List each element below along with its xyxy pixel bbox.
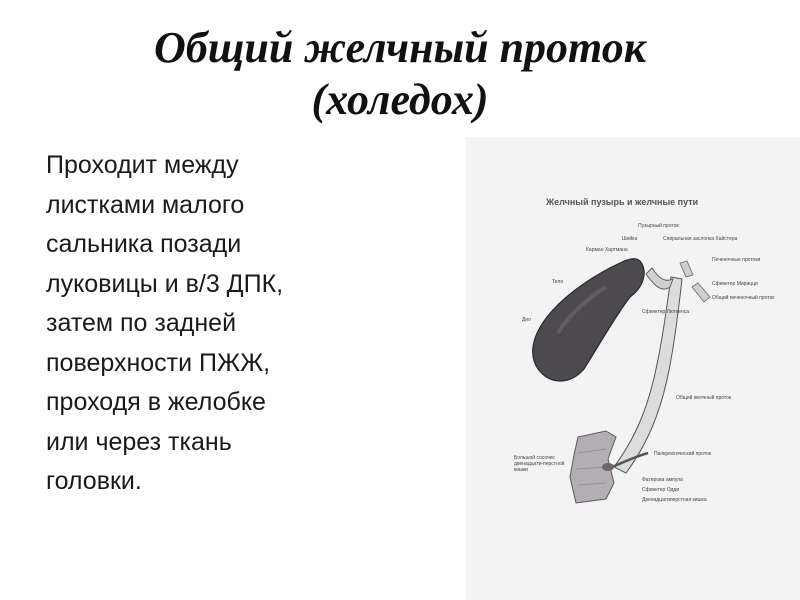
body-line: листками малого bbox=[46, 190, 245, 219]
body-line: Проходит между bbox=[46, 151, 239, 179]
body-line: луковицы и в/3 ДПК, bbox=[46, 269, 284, 298]
label-hepatic-ducts: Печеночные протоки bbox=[712, 257, 761, 263]
label-major-papilla: Большой сосочек двенадцати-перстной кишки bbox=[514, 455, 565, 473]
title-line-2: (холедох) bbox=[311, 75, 489, 124]
label-common-hepatic-duct: Общий печеночный проток bbox=[712, 295, 775, 301]
label-spiral-valve: Спиральная заслонка Хайстера bbox=[663, 236, 738, 242]
label-mirizzi-sphincter: Сфинктер Мирицци bbox=[712, 281, 758, 287]
label-common-bile-duct: Общий желчный проток bbox=[676, 395, 732, 401]
label-cystic-duct: Пузырный проток bbox=[638, 223, 679, 229]
common-bile-duct-shape bbox=[614, 277, 682, 473]
label-body: Тело bbox=[552, 279, 564, 285]
body-line: затем по задней bbox=[46, 309, 237, 337]
label-duodenum: Двенадцатиперстная кишка bbox=[642, 497, 707, 503]
body-line: поверхности ПЖЖ, bbox=[46, 348, 271, 377]
cystic-duct-shape bbox=[646, 268, 673, 289]
label-vater-ampulla: Фатерова ампула bbox=[642, 477, 683, 483]
label-neck: Шейка bbox=[622, 236, 638, 242]
body-line: или через ткань bbox=[46, 427, 232, 456]
body-line: сальника позади bbox=[46, 230, 242, 258]
body-text bbox=[46, 146, 376, 502]
slide-title bbox=[0, 22, 800, 126]
body-line: головки. bbox=[46, 467, 142, 495]
title-line-1: Общий желчный проток bbox=[153, 23, 646, 72]
label-oddi-sphincter: Сфинктер Одди bbox=[642, 487, 680, 493]
figure-title: Желчный пузырь и желчные пути bbox=[546, 197, 699, 207]
hepatic-duct-shape bbox=[692, 283, 710, 302]
hepatic-duct-shape bbox=[680, 261, 693, 277]
label-hartmann-pouch: Карман Хартмана bbox=[586, 247, 628, 253]
papilla-shape bbox=[602, 463, 614, 471]
gallbladder-shape bbox=[533, 259, 644, 381]
body-line: проходя в желобке bbox=[46, 388, 266, 416]
label-fundus: Дно bbox=[522, 317, 531, 323]
label-lutkens-sphincter: Сфинктер Люткенса bbox=[642, 309, 689, 315]
anatomy-figure bbox=[466, 137, 800, 600]
label-pancreatic-duct: Панкреатический проток bbox=[654, 451, 712, 457]
